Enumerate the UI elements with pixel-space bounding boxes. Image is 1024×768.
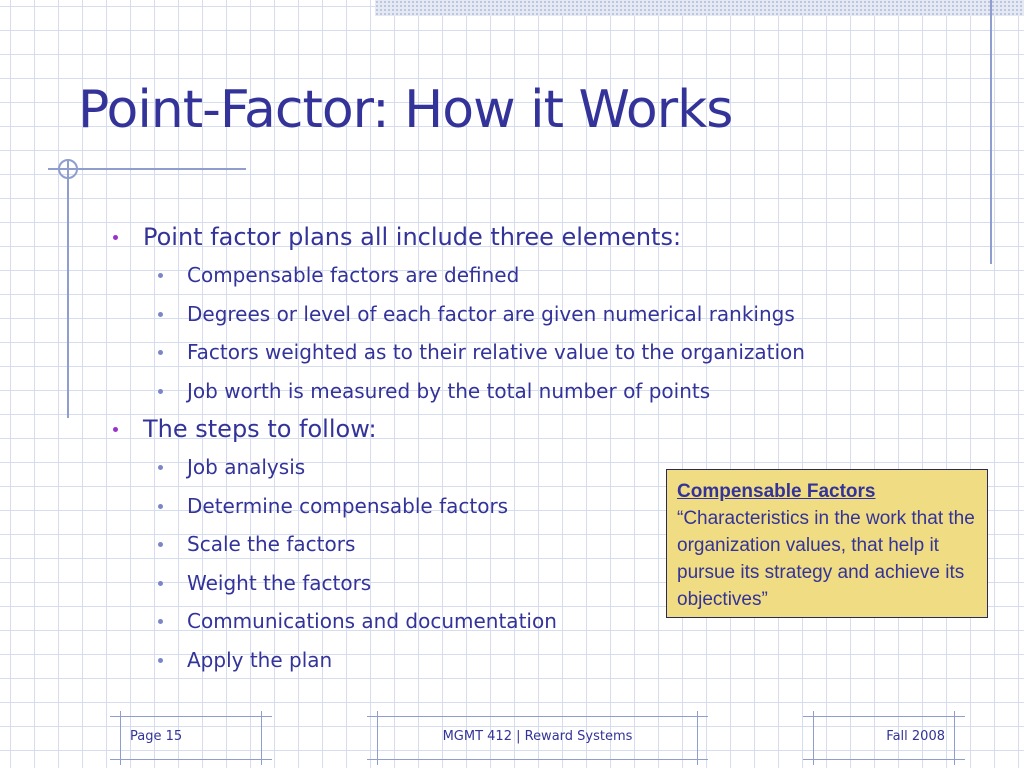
bullet-text: Factors weighted as to their relative value to the organization bbox=[187, 340, 805, 364]
bullet-text: Point factor plans all include three elements: bbox=[143, 223, 682, 251]
footer-page-box bbox=[110, 711, 272, 765]
right-decorative-line bbox=[990, 0, 992, 264]
callout-title: Compensable Factors bbox=[677, 481, 876, 502]
bullet-item bbox=[110, 413, 805, 451]
footer-course-title: MGMT 412 | Reward Systems bbox=[442, 729, 633, 744]
bullet-dot-icon bbox=[113, 427, 118, 432]
bullet-dot-icon bbox=[113, 235, 118, 240]
bullet-dot-icon bbox=[158, 619, 163, 624]
bullet-text: The steps to follow: bbox=[143, 415, 377, 443]
sub-bullet-item bbox=[110, 336, 805, 375]
bullet-dot-icon bbox=[158, 312, 163, 317]
bullet-text: Job worth is measured by the total number of points bbox=[187, 378, 711, 403]
bullet-dot-icon bbox=[158, 350, 163, 355]
sub-bullet-item bbox=[110, 375, 805, 414]
bullet-dot-icon bbox=[158, 504, 163, 509]
bullet-item bbox=[110, 221, 805, 259]
top-decorative-bar bbox=[375, 0, 1024, 16]
definition-callout bbox=[666, 469, 988, 618]
bullet-dot-icon bbox=[158, 658, 163, 663]
bullet-dot-icon bbox=[158, 465, 163, 470]
bullet-dot-icon bbox=[158, 581, 163, 586]
sub-bullet-item bbox=[110, 259, 805, 298]
bullet-dot-icon bbox=[158, 389, 163, 394]
bullet-text: Job analysis bbox=[187, 455, 306, 479]
footer-term-box bbox=[803, 711, 965, 765]
bullet-text: Communications and documentation bbox=[187, 609, 557, 633]
bullet-dot-icon bbox=[158, 542, 163, 547]
crosshair-circle-decoration bbox=[58, 159, 78, 179]
sub-bullet-item bbox=[110, 298, 805, 337]
sub-bullet-item bbox=[110, 644, 805, 683]
bullet-text: Scale the factors bbox=[187, 532, 356, 556]
footer-course-box bbox=[367, 711, 708, 765]
footer-page-number: Page 15 bbox=[130, 729, 183, 744]
bullet-text: Degrees or level of each factor are given numerical rankings bbox=[187, 301, 795, 326]
footer-term: Fall 2008 bbox=[886, 729, 945, 744]
bullet-text: Determine compensable factors bbox=[187, 493, 509, 518]
slide-title: Point-Factor: How it Works bbox=[78, 80, 733, 140]
callout-body: “Characteristics in the work that the organization values, that help it pursue its strategy and achieve its objectives” bbox=[677, 508, 975, 610]
left-decorative-line bbox=[67, 160, 69, 418]
bullet-text: Apply the plan bbox=[187, 647, 333, 672]
bullet-text: Weight the factors bbox=[187, 570, 372, 595]
bullet-dot-icon bbox=[158, 273, 163, 278]
bullet-text: Compensable factors are defined bbox=[187, 263, 520, 287]
